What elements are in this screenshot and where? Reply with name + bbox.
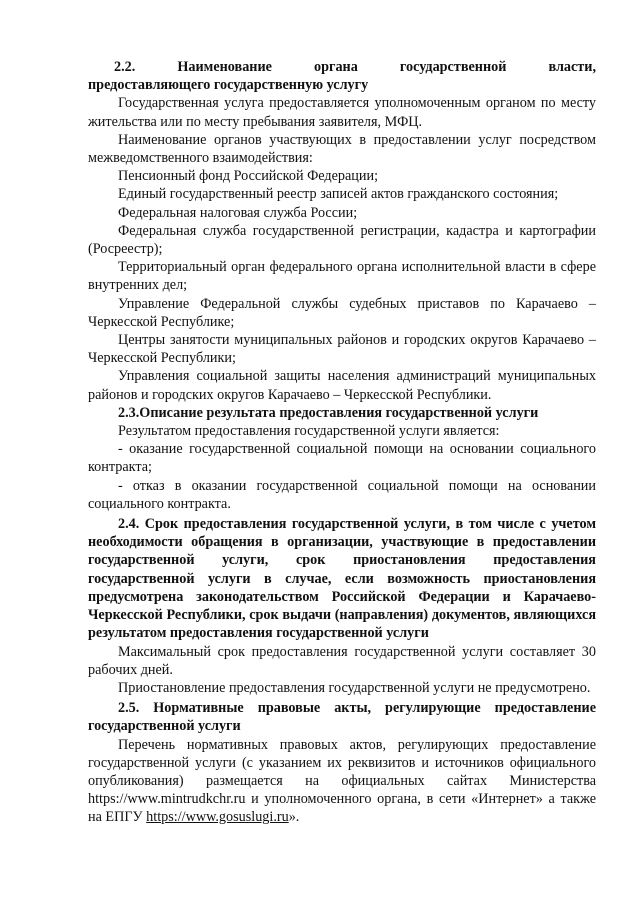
gosuslugi-link[interactable]: https://www.gosuslugi.ru [146, 809, 289, 826]
org-list-item: Территориальный орган федерального органа исполнительной власти в сфере внутренних дел; [88, 259, 596, 294]
section-2-3-heading: 2.3.Описание результата предоставления государственной услуги [118, 404, 539, 421]
document-body [88, 58, 596, 827]
org-list-item: Управление Федеральной службы судебных приставов по Карачаево – Черкесской Республике; [88, 295, 596, 330]
org-list-item: Федеральная налоговая служба России; [118, 204, 358, 221]
paragraph-text: Перечень нормативных правовых актов, регулирующих предоставление государственной услуги (с указанием их реквизитов и источников официального опубликования) размещается на официальных сайтах Министерства https://www.mintrudkchr.ru и уполномоченного органа, в сети «Интернет» а также на ЕПГУ [88, 736, 596, 826]
heading-word: органа [314, 59, 358, 75]
section-2-2-heading-cont: предоставляющего государственную услугу [88, 77, 369, 94]
section-2-4-heading: 2.4. Срок предоставления государственной услуги, в том числе с учетом необходимости обращения в организации, участвующие в предоставлении государственной услуги, срок приостановления предоставления государственной услуги в случае, если возможность приостановления предусмотрена законодательством Российской Федерации и Карачаево-Черкесской Республики, срок выдачи (направления) документов, являющихся результатом предоставления государственной услуги [88, 516, 596, 642]
section-2-5-heading: 2.5. Нормативные правовые акты, регулирующие предоставление государственной услуги [88, 700, 596, 735]
org-list-item: Центры занятости муниципальных районов и городских округов Карачаево – Черкесской Республики; [88, 332, 596, 367]
paragraph: Государственная услуга предоставляется уполномоченным органом по месту жительства или по месту пребывания заявителя, МФЦ. [88, 95, 596, 130]
paragraph [88, 736, 596, 827]
paragraph: Наименование органов участвующих в предоставлении услуг посредством межведомственного взаимодействия: [88, 131, 596, 167]
org-list-item: Пенсионный фонд Российской Федерации; [118, 168, 379, 185]
org-list-item: Управления социальной защиты населения администраций муниципальных районов и городских округов Карачаево – Черкесской Республики. [88, 368, 596, 403]
paragraph: Максимальный срок предоставления государственной услуги составляет 30 рабочих дней. [88, 643, 596, 678]
paragraph: Результатом предоставления государственной услуги является: [118, 423, 500, 440]
section-number: 2.2. [114, 59, 136, 75]
heading-word: государственной [399, 59, 507, 75]
result-list-item: - отказ в оказании государственной социальной помощи на основании социального контракта. [88, 477, 596, 512]
org-list-item: Единый государственный реестр записей актов гражданского состояния; [118, 186, 559, 203]
paragraph: Приостановление предоставления государственной услуги не предусмотрено. [118, 679, 591, 696]
heading-word: Наименование [177, 59, 272, 75]
result-list-item: - оказание государственной социальной помощи на основании социального контракта; [88, 441, 596, 476]
paragraph-end: ». [288, 809, 300, 826]
heading-word: власти, [548, 59, 596, 75]
section-2-2-heading [88, 58, 596, 76]
org-list-item: Федеральная служба государственной регистрации, кадастра и картографии (Росреестр); [88, 222, 596, 258]
